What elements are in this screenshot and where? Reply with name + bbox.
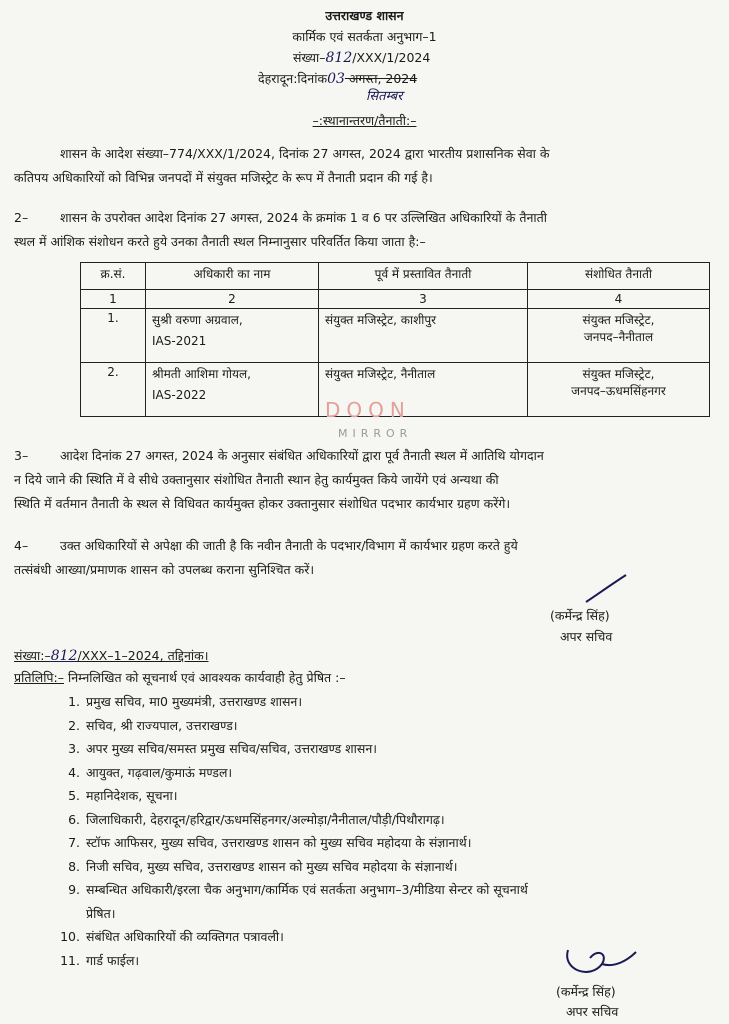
paragraph-3-number: 3– bbox=[14, 448, 29, 463]
officer-cell bbox=[146, 309, 319, 363]
signatory-2-designation: अपर सचिव bbox=[566, 1004, 619, 1019]
list-item: 3. अपर मुख्य सचिव/समस्त प्रमुख सचिव/सचिव, उत्तराखण्ड शासन। bbox=[68, 741, 378, 756]
order-number-prefix: संख्या– bbox=[293, 50, 326, 65]
revised-posting-district: जनपद–ऊधमसिंहनगर bbox=[571, 384, 666, 398]
revised-posting-district: जनपद–नैनीताल bbox=[583, 330, 654, 344]
date-handwritten-day: 03 bbox=[327, 71, 345, 87]
paragraph-1-line-2: कतिपय अधिकारियों को विभिन्न जनपदों में संयुक्त मजिस्ट्रेट के रूप में तैनाती प्रदान की गई है। bbox=[14, 170, 433, 185]
paragraph-4-line-2: तत्संबंधी आख्या/प्रमाणक शासन को उपलब्ध कराना सुनिश्चित करें। bbox=[14, 562, 315, 577]
paragraph-4-number: 4– bbox=[14, 538, 29, 553]
revised-posting-cell bbox=[528, 363, 710, 417]
order-number-suffix: /XXX/1/2024 bbox=[352, 50, 431, 65]
watermark-logo-bottom: MIRROR bbox=[338, 427, 413, 440]
paragraph-1-line-1: शासन के आदेश संख्या–774/XXX/1/2024, दिनांक 27 अगस्त, 2024 द्वारा भारतीय प्रशासनिक सेवा के bbox=[60, 146, 550, 161]
watermark-logo-top: DOON bbox=[325, 398, 411, 422]
paragraph-2-line-1: शासन के उपरोक्त आदेश दिनांक 27 अगस्त, 2024 के क्रमांक 1 व 6 पर उल्लिखित अधिकारियों के तैनाती bbox=[60, 210, 548, 225]
copy-ref-prefix: संख्या:– bbox=[14, 648, 51, 663]
list-item: 5. महानिदेशक, सूचना। bbox=[68, 788, 178, 803]
subject-line: –:स्थानान्तरण/तैनाती:– bbox=[312, 113, 417, 128]
paragraph-2-line-2: स्थल में आंशिक संशोधन करते हुये उनका तैनाती स्थल निम्नानुसार परिवर्तित किया जाता है:– bbox=[14, 234, 426, 249]
table-header-row bbox=[81, 263, 710, 290]
column-number: 1 bbox=[81, 290, 146, 309]
signatory-designation: अपर सचिव bbox=[560, 629, 613, 644]
column-number: 4 bbox=[528, 290, 710, 309]
order-date bbox=[258, 71, 417, 87]
officer-batch: IAS-2021 bbox=[152, 334, 207, 348]
previous-posting: संयुक्त मजिस्ट्रेट, काशीपुर bbox=[319, 309, 528, 363]
list-item: 2. सचिव, श्री राज्यपाल, उत्तराखण्ड। bbox=[68, 717, 238, 733]
copy-to-line bbox=[14, 670, 346, 686]
paragraph-3-line-3: स्थिति में वर्तमान तैनाती के स्थल से विधिवत कार्यमुक्त होकर उक्तानुसार संशोधित पदभार कार्यभार ग्रहण करेंगे। bbox=[14, 496, 511, 511]
signatory-2-name: (कर्मेन्द्र सिंह) bbox=[556, 984, 616, 999]
list-item: 9. सम्बन्धित अधिकारी/इरला चैक अनुभाग/कार्मिक एवं सतर्कता अनुभाग–3/मीडिया सेन्टर को सूचनार्थ bbox=[68, 882, 528, 897]
row-serial: 2. bbox=[81, 363, 146, 417]
posting-table bbox=[80, 262, 710, 417]
paragraph-2-number: 2– bbox=[14, 210, 29, 225]
officer-name: सुश्री वरुणा अग्रवाल, bbox=[152, 313, 243, 327]
list-item: 8. निजी सचिव, मुख्य सचिव, उत्तराखण्ड शासन को मुख्य सचिव महोदया के संज्ञानार्थ। bbox=[68, 858, 458, 874]
officer-name: श्रीमती आशिमा गोयल, bbox=[152, 367, 251, 381]
recipient-list bbox=[58, 690, 528, 972]
column-header-revised-posting: संशोधित तैनाती bbox=[528, 263, 710, 290]
paragraph-1 bbox=[14, 142, 715, 190]
date-prefix: देहरादून:दिनांक bbox=[258, 71, 328, 86]
list-item: 11. गार्ड फाईल। bbox=[60, 952, 140, 968]
officer-batch: IAS-2022 bbox=[152, 388, 207, 402]
date-month-struck: अगस्त, 2024 bbox=[344, 71, 418, 86]
signature-mark bbox=[582, 572, 632, 606]
paragraph-4-line-1: उक्त अधिकारियों से अपेक्षा की जाती है कि नवीन तैनाती के पदभार/विभाग में कार्यभार ग्रहण करते हुये bbox=[60, 538, 518, 553]
list-item-continuation: प्रेषित। bbox=[86, 905, 116, 921]
copy-to-label: प्रतिलिपि:– bbox=[14, 670, 64, 685]
order-number-handwritten: 812 bbox=[325, 50, 353, 66]
list-item: 7. स्टॉफ आफिसर, मुख्य सचिव, उत्तराखण्ड शासन को मुख्य सचिव महोदया के संज्ञानार्थ। bbox=[68, 835, 472, 850]
copy-reference-number bbox=[14, 648, 209, 664]
paragraph-3-line-2: न दिये जाने की स्थिति में वे सीधे उक्तानुसार संशोधित तैनाती स्थान हेतु कार्यमुक्त किये जायेंगे एवं अन्यथा की bbox=[14, 472, 499, 487]
paragraph-3 bbox=[14, 444, 715, 516]
column-number: 2 bbox=[146, 290, 319, 309]
column-header-previous-posting: पूर्व में प्रस्तावित तैनाती bbox=[319, 263, 528, 290]
column-number: 3 bbox=[319, 290, 528, 309]
previous-posting: संयुक्त मजिस्ट्रेट, नैनीताल bbox=[319, 363, 528, 417]
list-item: 4. आयुक्त, गढ़वाल/कुमाऊं मण्डल। bbox=[68, 764, 233, 780]
revised-posting-cell bbox=[528, 309, 710, 363]
revised-posting-title: संयुक्त मजिस्ट्रेट, bbox=[582, 313, 655, 327]
copy-ref-suffix: /XXX–1–2024, तद्दिनांक। bbox=[77, 648, 209, 663]
paragraph-2 bbox=[14, 206, 715, 254]
copy-to-intro: निम्नलिखित को सूचनार्थ एवं आवश्यक कार्यवाही हेतु प्रेषित :– bbox=[67, 670, 346, 685]
signature-scribble bbox=[560, 940, 640, 982]
table-column-number-row bbox=[81, 290, 710, 309]
officer-cell bbox=[146, 363, 319, 417]
list-item: 6. जिलाधिकारी, देहरादून/हरिद्वार/ऊधमसिंहनगर/अल्मोड़ा/नैनीताल/पौड़ी/पिथौरागढ़। bbox=[68, 811, 445, 827]
list-item: 10. संबंधित अधिकारियों की व्यक्तिगत पत्रावली। bbox=[60, 929, 284, 944]
row-serial: 1. bbox=[81, 309, 146, 363]
signatory-name: (कर्मेन्द्र सिंह) bbox=[550, 608, 610, 623]
list-item: 1. प्रमुख सचिव, मा0 मुख्यमंत्री, उत्तराखण्ड शासन। bbox=[68, 694, 303, 709]
column-header-name: अधिकारी का नाम bbox=[146, 263, 319, 290]
copy-ref-handwritten: 812 bbox=[50, 648, 78, 664]
table-row bbox=[81, 309, 710, 363]
paragraph-3-line-1: आदेश दिनांक 27 अगस्त, 2024 के अनुसार संबंधित अधिकारियों द्वारा पूर्व तैनाती स्थल में आतिथि योगदान bbox=[60, 448, 544, 463]
government-heading: उत्तराखण्ड शासन bbox=[325, 8, 404, 23]
revised-posting-title: संयुक्त मजिस्ट्रेट, bbox=[582, 367, 655, 381]
order-number bbox=[293, 50, 430, 66]
column-header-sn: क्र.सं. bbox=[81, 263, 146, 290]
department-heading: कार्मिक एवं सतर्कता अनुभाग–1 bbox=[292, 29, 437, 44]
date-handwritten-correction: सितम्बर bbox=[366, 89, 403, 104]
